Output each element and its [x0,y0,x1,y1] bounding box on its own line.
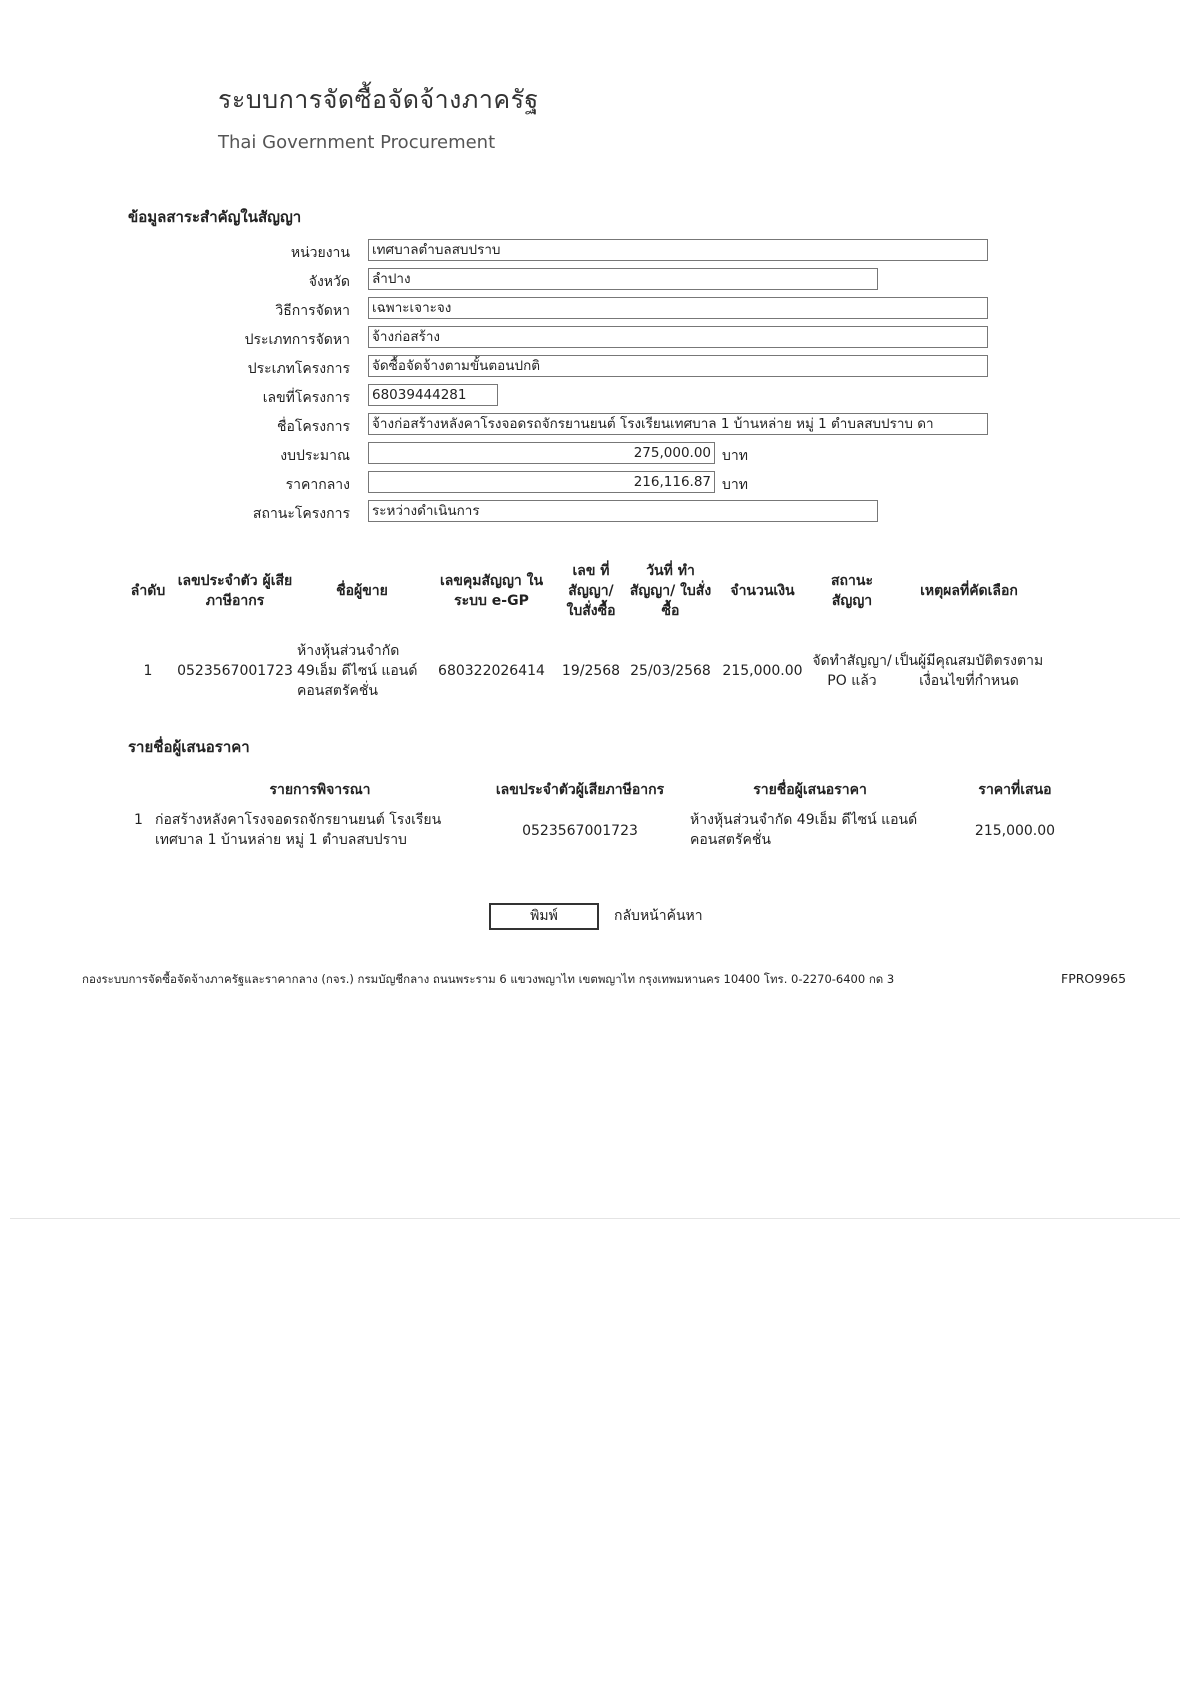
row-reason: เป็นผู้มีคุณสมบัติตรงตาม เงื่อนไขที่กำหนด [894,653,1044,689]
bidder-no: 1 [134,812,143,828]
field-province: ลำปาง [368,268,878,290]
row-tax-id: 0523567001723 [177,663,293,679]
field-project-number: 68039444281 [368,384,498,406]
field-project-name: จ้างก่อสร้างหลังคาโรงจอดรถจักรยานยนต์ โรงเรียนเทศบาล 1 บ้านหล่าย หมู่ 1 ตำบลสบปราบ ดา [368,413,988,435]
col-header-no: ลำดับ [130,583,166,599]
footer-code: FPRO9965 [1061,971,1127,986]
contract-table [122,560,1045,702]
col-header-egp-no: เลขคุมสัญญา ในระบบ e-GP [439,573,544,609]
bidder-item: ก่อสร้างหลังคาโรงจอดรถจักรยานยนต์ โรงเรียน เทศบาล 1 บ้านหล่าย หมู่ 1 ตำบลสบปราบ [155,812,442,848]
field-label-agency: หน่วยงาน [290,245,350,261]
print-button[interactable]: พิมพ์ [489,903,599,930]
row-date: 25/03/2568 [630,663,711,679]
footer-address: กองระบบการจัดซื้อจัดจ้างภาครัฐและราคากลาง (กจร.) กรมบัญชีกลาง ถนนพระราม 6 แขวงพญาไท เขตพญาไท กรุงเทพมหานคร 10400 โทร. 0-2270-6400 กด 3 [82,972,895,986]
back-to-search-link[interactable]: กลับหน้าค้นหา [614,908,703,924]
field-label-median-price: ราคากลาง [285,477,350,493]
row-no: 1 [143,663,153,679]
row-contract-no: 19/2568 [561,663,621,679]
bidder-col-header-price: ราคาที่เสนอ [978,782,1052,798]
row-amount: 215,000.00 [722,663,803,679]
budget-unit: บาท [722,448,748,464]
field-label-method: วิธีการจัดหา [275,303,350,319]
field-method: เฉพาะเจาะจง [368,297,988,319]
field-label-procurement-type: ประเภทการจัดหา [244,332,350,348]
field-label-project-name: ชื่อโครงการ [276,419,350,435]
field-project-status: ระหว่างดำเนินการ [368,500,878,522]
field-procurement-type: จ้างก่อสร้าง [368,326,988,348]
page-subtitle: Thai Government Procurement [218,132,496,153]
contract-table-header [122,560,1045,622]
field-budget: 275,000.00 [368,442,715,464]
scan-fold-line [10,1218,1180,1219]
bidder-col-header-name: รายชื่อผู้เสนอราคา [753,782,867,798]
contract-info-heading: ข้อมูลสาระสำคัญในสัญญา [128,208,302,226]
bidder-name: ห้างหุ้นส่วนจำกัด 49เอ็ม ดีไซน์ แอนด์ คอนสตรัคชั่น [690,812,918,848]
col-header-tax-id: เลขประจำตัว ผู้เสียภาษีอากร [177,573,293,609]
field-label-project-number: เลขที่โครงการ [262,390,350,406]
col-header-amount: จำนวนเงิน [730,583,795,599]
field-label-province: จังหวัด [308,274,350,290]
bidders-heading: รายชื่อผู้เสนอราคา [128,738,250,756]
field-agency: เทศบาลตำบลสบปราบ [368,239,988,261]
bidder-col-header-item: รายการพิจารณา [269,782,371,798]
bidder-col-header-tax-id: เลขประจำตัวผู้เสียภาษีอากร [495,782,665,798]
row-status: จัดทำสัญญา/ PO แล้ว [812,653,892,689]
field-label-budget: งบประมาณ [280,448,350,464]
table-row [122,640,1045,702]
bidder-tax-id: 0523567001723 [522,823,638,839]
row-vendor: ห้างหุ้นส่วนจำกัด 49เอ็ม ดีไซน์ แอนด์ คอนสตรัคชั่น [297,643,418,699]
median-price-unit: บาท [722,477,748,493]
col-header-vendor: ชื่อผู้ขาย [336,583,388,599]
field-project-type: จัดซื้อจัดจ้างตามขั้นตอนปกติ [368,355,988,377]
col-header-contract-no: เลข ที่สัญญา/ ใบสั่งซื้อ [566,563,616,619]
col-header-date: วันที่ ทำสัญญา/ ใบสั่งซื้อ [629,563,712,619]
page-title: ระบบการจัดซื้อจัดจ้างภาครัฐ [218,85,539,114]
field-median-price: 216,116.87 [368,471,715,493]
row-egp-no: 680322026414 [438,663,545,679]
col-header-status: สถานะ สัญญา [831,573,873,609]
field-label-project-status: สถานะโครงการ [252,506,350,522]
bidder-price: 215,000.00 [974,823,1056,839]
field-label-project-type: ประเภทโครงการ [247,361,350,377]
col-header-reason: เหตุผลที่คัดเลือก [920,583,1018,599]
